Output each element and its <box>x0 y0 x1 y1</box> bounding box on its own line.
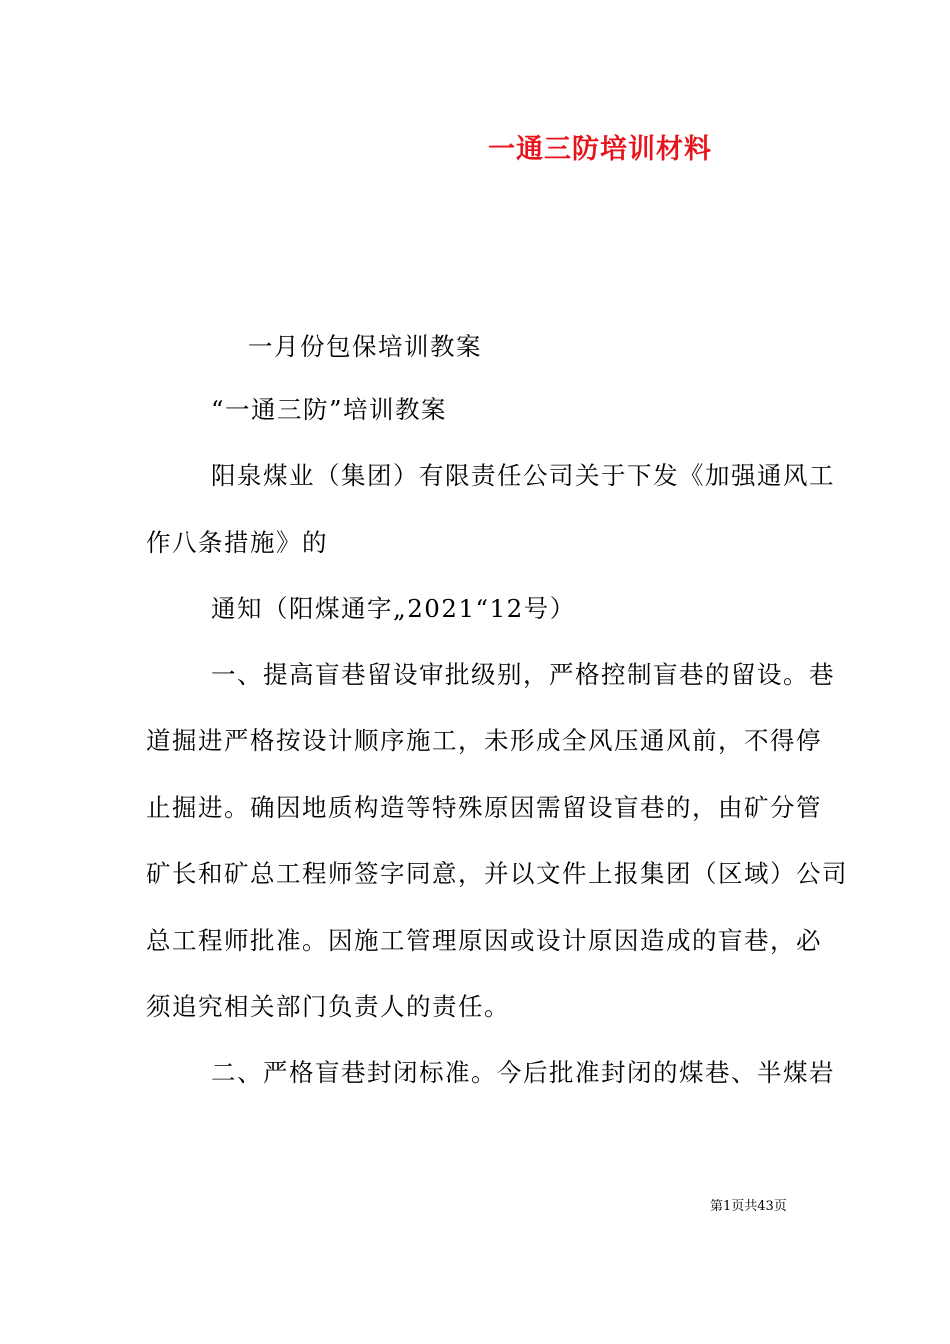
text-line: 道掘进严格按设计顺序施工，未形成全风压通风前，不得停 <box>146 726 822 755</box>
text-line: 一月份包保培训教案 <box>248 332 482 361</box>
text-line: 矿长和矿总工程师签字同意，并以文件上报集团（区域）公司 <box>146 859 848 888</box>
text-line: 总工程师批准。因施工管理原因或设计原因造成的盲巷，必 <box>146 926 822 955</box>
text-line: 阳泉煤业（集团）有限责任公司关于下发《加强通风工 <box>211 461 835 490</box>
text-line: 止掘进。确因地质构造等特殊原因需留设盲巷的，由矿分管 <box>146 793 822 822</box>
page-number-footer: 第1页共43页 <box>710 1199 787 1214</box>
text-line: 一、提高盲巷留设审批级别，严格控制盲巷的留设。巷 <box>211 660 835 689</box>
text-line: 二、严格盲巷封闭标准。今后批准封闭的煤巷、半煤岩 <box>211 1058 835 1087</box>
text-line: 作八条措施》的 <box>146 528 328 557</box>
text-line: 须追究相关部门负责人的责任。 <box>146 992 510 1021</box>
text-line: “一通三防”培训教案 <box>211 395 448 424</box>
text-line: 通知（阳煤通字„2021“12号） <box>211 594 576 623</box>
document-title: 一通三防培训材料 <box>488 134 712 165</box>
